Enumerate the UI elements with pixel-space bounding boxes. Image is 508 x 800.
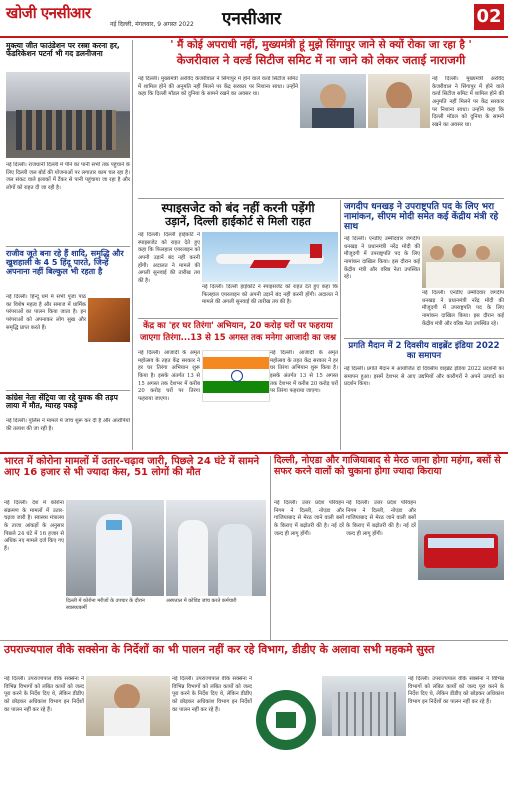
meerut-body: नई दिल्ली। उत्तर प्रदेश परिवहन निगम ने दिल्ली, नोएडा और गाजियाबाद से मेरठ जाने वाली बसों के किराए में बढ़ोतरी की है। नई दरें जल्द ही लागू होंगी। bbox=[274, 500, 344, 537]
bottom-headline: उपराज्यपाल वीके सक्सेना के निर्देशों का भी पालन नहीं कर रहे विभाग, डीडीए के अलावा सभी महकमे सुस्त bbox=[4, 643, 435, 656]
covid-photo-1 bbox=[66, 500, 164, 596]
left-column bbox=[4, 40, 133, 450]
covid-body: नई दिल्ली। देश में कोरोना संक्रमण के मामलों में उतार-चढ़ाव जारी है। स्वास्थ्य मंत्रालय के ताजा आंकड़ों के अनुसार पिछले 24 घंटे में 16 हजार से अधिक नए मामले दर्ज किए गए हैं। bbox=[4, 500, 64, 553]
bottom-body-2: नई दिल्ली। उपराज्यपाल वीके सक्सेना ने विभिन्न विभागों को लंबित कार्यों को जल्द पूरा करने के निर्देश दिए थे, लेकिन डीडीए को छोड़कर अधिकांश विभाग इन निर्देशों का पालन नहीं कर रहे हैं। bbox=[172, 676, 252, 713]
page-number: 02 bbox=[474, 4, 504, 30]
leader-photo bbox=[368, 74, 430, 128]
dateline: नई दिल्ली, मंगलवार, 9 अगस्त 2022 bbox=[110, 21, 194, 28]
tiranga-headline-2: जाएगा तिरंगा...13 से 15 अगस्त तक मनेगा आजादी का जश्न bbox=[140, 333, 336, 343]
tiranga-headline-1: केंद्र का 'हर घर तिरंगा' अभियान, 20 करोड़ घरों पर फहराया bbox=[143, 321, 333, 331]
covid-photo-2 bbox=[166, 500, 266, 596]
tiranga-body-continued: नई दिल्ली। आजादी के अमृत महोत्सव के तहत केंद्र सरकार ने हर घर तिरंगा अभियान शुरू किया है। इसके अंतर्गत 13 से 15 अगस्त तक देशभर में करीब 20 करोड़ घरों पर तिरंगा फहराया जाएगा। bbox=[270, 350, 338, 395]
section-title: एनसीआर bbox=[222, 9, 282, 29]
bottom-body-1: नई दिल्ली। उपराज्यपाल वीके सक्सेना ने विभिन्न विभागों को लंबित कार्यों को जल्द पूरा करने के निर्देश दिए थे, लेकिन डीडीए को छोड़कर अधिकांश विभाग इन निर्देशों का पालन नहीं कर रहे हैं। bbox=[4, 676, 84, 713]
left-bottom-headline: कांग्रेस नेता सेंट्रिया जा रहे युवक की तड़प लाया में मौत, ग्यारह पकड़े bbox=[6, 393, 118, 411]
bottom-body-3: नई दिल्ली। उपराज्यपाल वीके सक्सेना ने विभिन्न विभागों को लंबित कार्यों को जल्द पूरा करने के निर्देश दिए थे, लेकिन डीडीए को छोड़कर अधिकांश विभाग इन निर्देशों का पालन नहीं कर रहे हैं। bbox=[408, 676, 504, 706]
kejriwal-photo bbox=[300, 74, 366, 128]
spicejet-plane-photo bbox=[202, 232, 338, 282]
lg-photo bbox=[86, 676, 170, 736]
lead-headline-2: केजरीवाल ने वर्ल्ड सिटीज समिट में ना जाने को लेकर जताई नाराजगी bbox=[176, 53, 466, 67]
dda-building-photo bbox=[322, 676, 406, 736]
left-top-body: नई दिल्ली। राजधानी दिल्ली में पीने का पानी सभी तक पहुंचाने के लिए दिल्ली जल बोर्ड की योजनाओं पर लगातार काम चल रहा है। जल संकट वाले इलाकों में टैंकर से पानी पहुंचाया जा रहा है और लोगों को राहत दी जा रही है। bbox=[6, 162, 130, 192]
left-top-headline: मुक्त्या जीत फाउंडेशन पर रस्त्रा करना हर, फेडरिकेशन पटर्ना भी गद डलनीजना bbox=[6, 41, 120, 59]
tiranga-flag-photo bbox=[202, 350, 270, 402]
dda-logo bbox=[256, 690, 316, 750]
spicejet-body-continued: नई दिल्ली। दिल्ली हाईकोर्ट ने स्पाइसजेट को राहत देते हुए कहा कि फिलहाल एयरलाइन को अपनी उड़ानें बंद नहीं करनी होंगी। अदालत ने मामले की अगली सुनवाई की तारीख तय की है। bbox=[202, 284, 338, 306]
ritual-photo bbox=[88, 298, 130, 342]
lead-body-continued: नई दिल्ली। मुख्यमंत्री अरविंद केजरीवाल ने सिंगापुर में होने वाले वर्ल्ड सिटीज समिट में शामिल होने की अनुमति नहीं मिलने पर केंद्र सरकार पर निशाना साधा। उन्होंने कहा कि दिल्ली मॉडल को दुनिया के सामने रखने का अवसर था। bbox=[432, 76, 504, 129]
pragati-headline: प्रगति मैदान में 2 दिवसीय वाइब्रेंट इंडिया 2022 का समापन bbox=[348, 341, 500, 361]
covid-caption-1: दिल्ली में कोरोना मरीजों के उपचार के दौरान स्वास्थ्यकर्मी bbox=[66, 598, 145, 611]
spicejet-headline-2: उड़ानें, दिल्ली हाईकोर्ट से मिली राहत bbox=[165, 215, 311, 228]
meerut-headline: दिल्ली, नोएडा और गाजियाबाद से मेरठ जाना होगा महंगा, बसों से सफर करने वालों को चुकाना होगा ज्यादा किराया bbox=[274, 455, 501, 477]
lead-headline-1: ' मैं कोई अपराधी नहीं, मुख्यमंत्री हूं मुझे सिंगापुर जाने से क्यों रोका जा रहा है ' bbox=[170, 39, 472, 51]
nomination-photo bbox=[422, 236, 504, 288]
covid-headline: भारत में कोरोना मामलों में उतार-चढ़ाव जारी, पिछले 24 घंटे में सामने आए 16 हजार से भी ज्यादा केस, 51 लोगों की मौत bbox=[4, 456, 260, 479]
spicejet-headline-1: स्पाइसजेट को बंद नहीं करनी पड़ेंगी bbox=[161, 201, 315, 215]
left-bottom-body: नई दिल्ली। पुलिस ने मामले में जांच शुरू कर दी है और आरोपियों की तलाश की जा रही है। bbox=[6, 418, 130, 432]
spicejet-body: नई दिल्ली। दिल्ली हाईकोर्ट ने स्पाइसजेट को राहत देते हुए कहा कि फिलहाल एयरलाइन को अपनी उड़ानें बंद नहीं करनी होंगी। अदालत ने मामले की अगली सुनवाई की तारीख तय की है। bbox=[138, 232, 200, 285]
lead-body: नई दिल्ली। मुख्यमंत्री अरविंद केजरीवाल ने सिंगापुर में होने वाले वर्ल्ड सिटीज समिट में शामिल होने की अनुमति नहीं मिलने पर केंद्र सरकार पर निशाना साधा। उन्होंने कहा कि दिल्ली मॉडल को दुनिया के सामने रखने का अवसर था। bbox=[138, 76, 298, 98]
masthead bbox=[0, 0, 508, 38]
logo: खोजी एनसीआर bbox=[6, 4, 91, 22]
pragati-body: नई दिल्ली। प्रगति मैदान में आयोजित दो दिवसीय वाइब्रेंट इंडिया 2022 प्रदर्शनी का समापन हुआ। इसमें देशभर से आए उद्यमियों और कारीगरों ने अपने उत्पादों का प्रदर्शन किया। bbox=[344, 366, 504, 388]
meerut-body-continued: नई दिल्ली। उत्तर प्रदेश परिवहन निगम ने दिल्ली, नोएडा और गाजियाबाद से मेरठ जाने वाली बसों के किराए में बढ़ोतरी की है। नई दरें जल्द ही लागू होंगी। bbox=[346, 500, 416, 537]
tiranga-body: नई दिल्ली। आजादी के अमृत महोत्सव के तहत केंद्र सरकार ने हर घर तिरंगा अभियान शुरू किया है। इसके अंतर्गत 13 से 15 अगस्त तक देशभर में करीब 20 करोड़ घरों पर तिरंगा फहराया जाएगा। bbox=[138, 350, 200, 403]
jagdeep-body: नई दिल्ली। एनडीए उम्मीदवार जगदीप धनखड़ ने प्रधानमंत्री नरेंद्र मोदी की मौजूदगी में उपराष्ट्रपति पद के लिए नामांकन दाखिल किया। इस दौरान कई केंद्रीय मंत्री और वरिष्ठ नेता उपस्थित रहे। bbox=[344, 236, 420, 281]
jagdeep-body-continued: नई दिल्ली। एनडीए उम्मीदवार जगदीप धनखड़ ने प्रधानमंत्री नरेंद्र मोदी की मौजूदगी में उपराष्ट्रपति पद के लिए नामांकन दाखिल किया। इस दौरान कई केंद्रीय मंत्री और वरिष्ठ नेता उपस्थित रहे। bbox=[422, 290, 504, 327]
jagdeep-headline: जगदीप धनखड़ ने उपराष्ट्रपति पद के लिए भरा नामांकन, सीएम मोदी समेत कई केंद्रीय मंत्री रहे साथ bbox=[344, 202, 499, 233]
left-mid-headline: राजीव जूते बना रहे हैं शादि, समृद्धि और खुशहाली के 4 5 हिंदू पारते, जिन्हें अपनाना नहीं बिल्कुल भी रहता है bbox=[6, 249, 124, 276]
covid-caption-2: अस्पताल में कोविड जांच करते कर्मचारी bbox=[166, 598, 237, 604]
left-mid-body: नई दिल्ली। हिन्दू धर्म में सभी पूजा पाठ का विशेष महत्व है और समाज में धार्मिक परंपराओं का पालन किया जाता है। इन परंपराओं को अपनाकर लोग सुख और समृद्धि प्राप्त करते हैं। bbox=[6, 294, 86, 331]
protest-photo bbox=[6, 72, 130, 158]
bus-photo bbox=[418, 520, 504, 580]
